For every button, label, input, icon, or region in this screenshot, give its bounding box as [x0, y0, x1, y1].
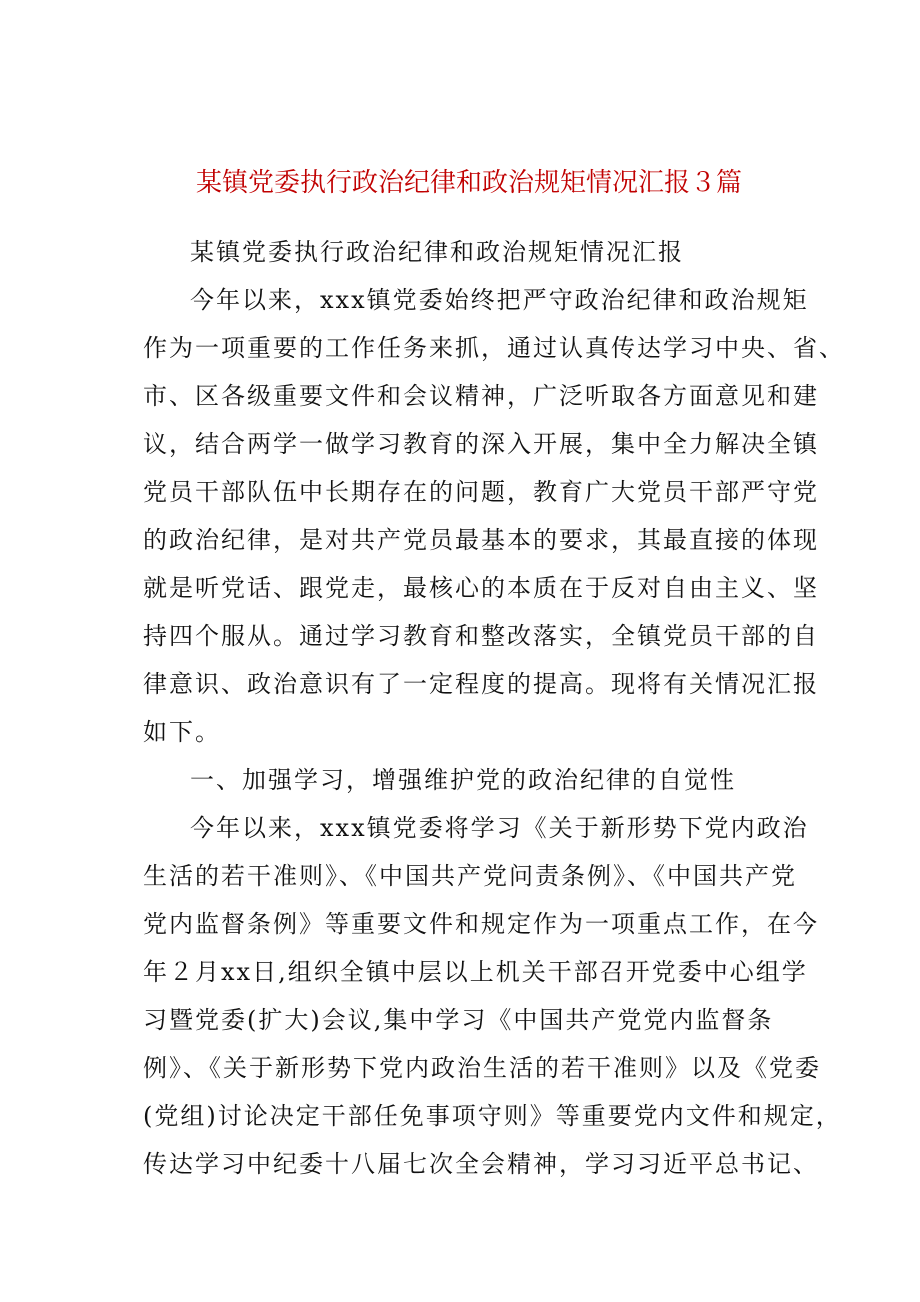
paragraph-line: (党组)讨论决定干部任免事项守则》等重要党内文件和规定， — [143, 1102, 842, 1130]
paragraph-line: 今年以来，xxx镇党委始终把严守政治纪律和政治规矩 — [190, 286, 809, 314]
document-title: 某镇党委执行政治纪律和政治规矩情况汇报３篇 — [195, 168, 742, 198]
paragraph-line: 就是听党话、跟党走，最核心的本质在于反对自由主义、坚 — [143, 574, 819, 602]
section-heading: 一、加强学习，增强维护党的政治纪律的自觉性 — [190, 766, 736, 794]
paragraph-line: 年２月xx日,组织全镇中层以上机关干部召开党委中心组学 — [143, 958, 808, 986]
paragraph-line: 例》、《关于新形势下党内政治生活的若干准则》以及《党委 — [143, 1054, 821, 1082]
paragraph-line: 党内监督条例》等重要文件和规定作为一项重点工作，在今 — [143, 910, 819, 938]
paragraph-line: 习暨党委(扩大)会议,集中学习《中国共产党党内监督条 — [143, 1006, 774, 1034]
paragraph-line: 律意识、政治意识有了一定程度的提高。现将有关情况汇报 — [143, 670, 819, 698]
paragraph-line: 传达学习中纪委十八届七次全会精神，学习习近平总书记、 — [143, 1150, 819, 1178]
paragraph-line: 议，结合两学一做学习教育的深入开展，集中全力解决全镇 — [143, 430, 819, 458]
paragraph-line: 的政治纪律，是对共产党员最基本的要求，其最直接的体现 — [143, 526, 819, 554]
paragraph-line: 作为一项重要的工作任务来抓，通过认真传达学习中央、省、 — [143, 334, 845, 362]
paragraph-line: 党员干部队伍中长期存在的问题，教育广大党员干部严守党 — [143, 478, 819, 506]
paragraph-line: 今年以来，xxx镇党委将学习《关于新形势下党内政治 — [190, 814, 809, 842]
paragraph-line: 如下。 — [143, 718, 221, 746]
paragraph-line: 持四个服从。通过学习教育和整改落实，全镇党员干部的自 — [143, 622, 819, 650]
subtitle-line: 某镇党委执行政治纪律和政治规矩情况汇报 — [190, 238, 684, 266]
paragraph-line: 生活的若干准则》、《中国共产党问责条例》、《中国共产党 — [143, 862, 797, 890]
paragraph-line: 市、区各级重要文件和会议精神，广泛听取各方面意见和建 — [143, 382, 819, 410]
